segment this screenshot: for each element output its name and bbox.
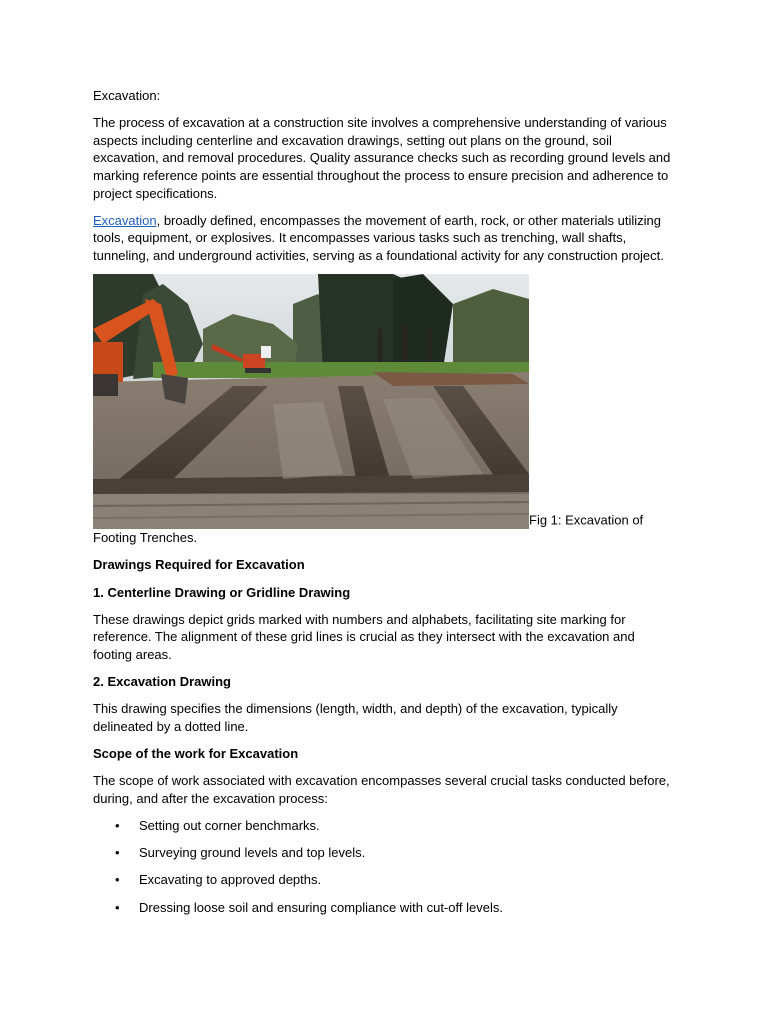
figure-caption: Fig 1: Excavation of Footing Trenches. — [93, 512, 644, 546]
document-body — [93, 87, 675, 926]
section-title-drawings: Drawings Required for Excavation — [93, 557, 305, 573]
figure — [93, 274, 675, 547]
excavation-photo — [93, 274, 529, 529]
bullet-icon: • — [115, 872, 120, 888]
centerline-paragraph: These drawings depict grids marked with numbers and alphabets, facilitating site marking for reference. The alignment of these grid lines is crucial as they intersect with the excavation and footing areas. — [93, 611, 635, 662]
bullet-icon: • — [115, 899, 120, 915]
section-title-scope: Scope of the work for Excavation — [93, 746, 299, 762]
definition-paragraph — [93, 212, 675, 265]
scope-paragraph: The scope of work associated with excavation encompasses several crucial tasks conducted before, during, and after the excavation process: — [93, 773, 670, 806]
list-item: • Surveying ground levels and top levels. — [115, 845, 366, 861]
scope-list — [93, 817, 675, 916]
bullet-icon: • — [115, 845, 120, 861]
document-heading: Excavation: — [93, 88, 161, 103]
excavation-link[interactable]: Excavation — [93, 212, 157, 228]
list-item: • Dressing loose soil and ensuring compliance with cut-off levels. — [115, 899, 503, 915]
intro-paragraph: The process of excavation at a construction site involves a comprehensive understanding of various aspects including centerline and excavation drawings, setting out plans on the ground, soil excavation, and removal procedures. Quality assurance checks such as recording ground levels and marking reference points are essential throughout the process to ensure precision and adherence to project specifications. — [93, 115, 671, 201]
subsection-title-centerline: 1. Centerline Drawing or Gridline Drawing — [93, 584, 351, 600]
subsection-title-excavation-drawing: 2. Excavation Drawing — [93, 674, 231, 690]
excavation-drawing-paragraph: This drawing specifies the dimensions (length, width, and depth) of the excavation, typically delineated by a dotted line. — [93, 701, 618, 734]
list-item: • Excavating to approved depths. — [115, 872, 322, 888]
list-item: • Setting out corner benchmarks. — [115, 818, 320, 833]
definition-text: , broadly defined, encompasses the movement of earth, rock, or other materials utilizing tools, equipment, or explosives. It encompasses various tasks such as trenching, wall shafts, tunneling, and underground activities, serving as a foundational activity for any construction project. — [93, 212, 664, 263]
bullet-icon: • — [115, 818, 120, 833]
